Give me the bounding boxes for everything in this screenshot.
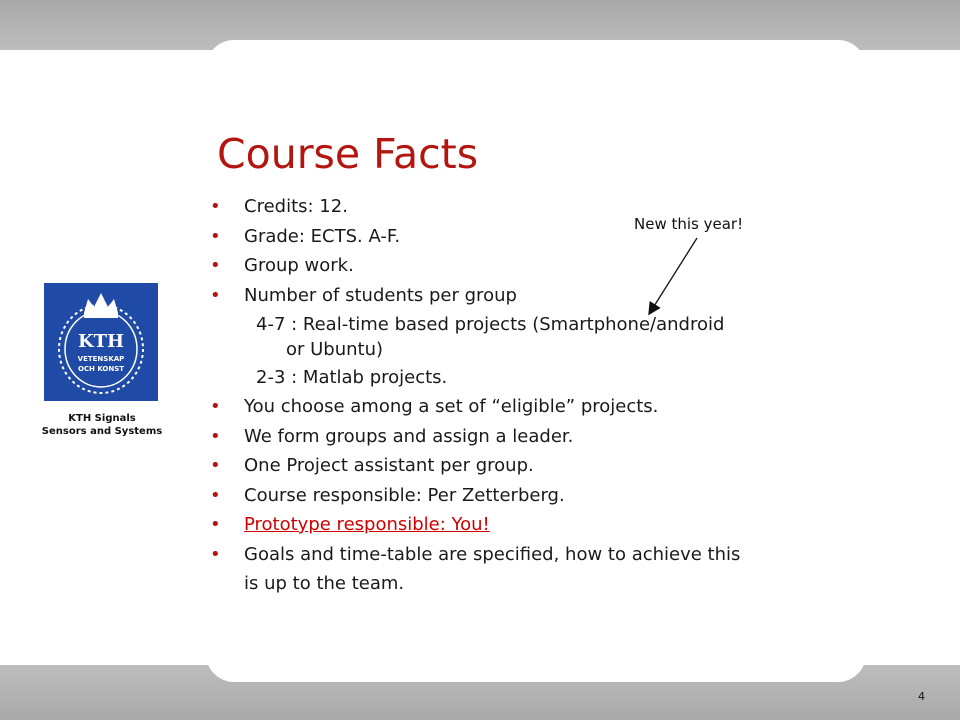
bullet-grade: • Grade: ECTS. A-F. [210,222,850,252]
bullet-choose-projects: • You choose among a set of “eligible” projects. [210,392,850,422]
new-this-year-note: New this year! [634,215,744,233]
bullet-project-assistant: • One Project assistant per group. [210,451,850,481]
sub-item-realtime [210,310,850,363]
sub-item-realtime-line1: 4-7 : Real-time based projects (Smartphone/android [256,314,725,335]
logo-line1: VETENSKAP [77,355,125,363]
logo-caption-line1: KTH Signals [68,413,136,424]
bullet-credits: • Credits: 12. [210,192,850,222]
prototype-link[interactable]: Prototype responsible: You! [244,514,490,535]
bullet-group-work: • Group work. [210,251,850,281]
slide-title: Course Facts [217,130,479,178]
bullet-prototype-responsible [210,510,850,540]
bullet-goals-line1: Goals and time-table are specified, how to achieve this [244,543,741,565]
bullet-goals [210,540,850,599]
logo-line2: OCH KONST [77,365,125,373]
bullet-students-per-group: • Number of students per group [210,281,850,311]
logo-caption [40,412,164,438]
kth-logo [44,283,158,401]
logo-caption-line2: Sensors and Systems [41,426,163,437]
sub-item-realtime-line2: or Ubuntu) [286,338,384,360]
arrow-icon [640,232,710,322]
bullet-course-responsible: • Course responsible: Per Zetterberg. [210,481,850,511]
kth-emblem-icon [44,283,158,401]
logo-kth-text: KTH [77,331,125,352]
bullet-form-groups: • We form groups and assign a leader. [210,422,850,452]
sub-item-matlab: 2-3 : Matlab projects. [256,366,448,388]
bullet-list [210,192,850,599]
bullet-goals-line2: is up to the team. [244,573,405,594]
page-number: 4 [918,690,925,703]
